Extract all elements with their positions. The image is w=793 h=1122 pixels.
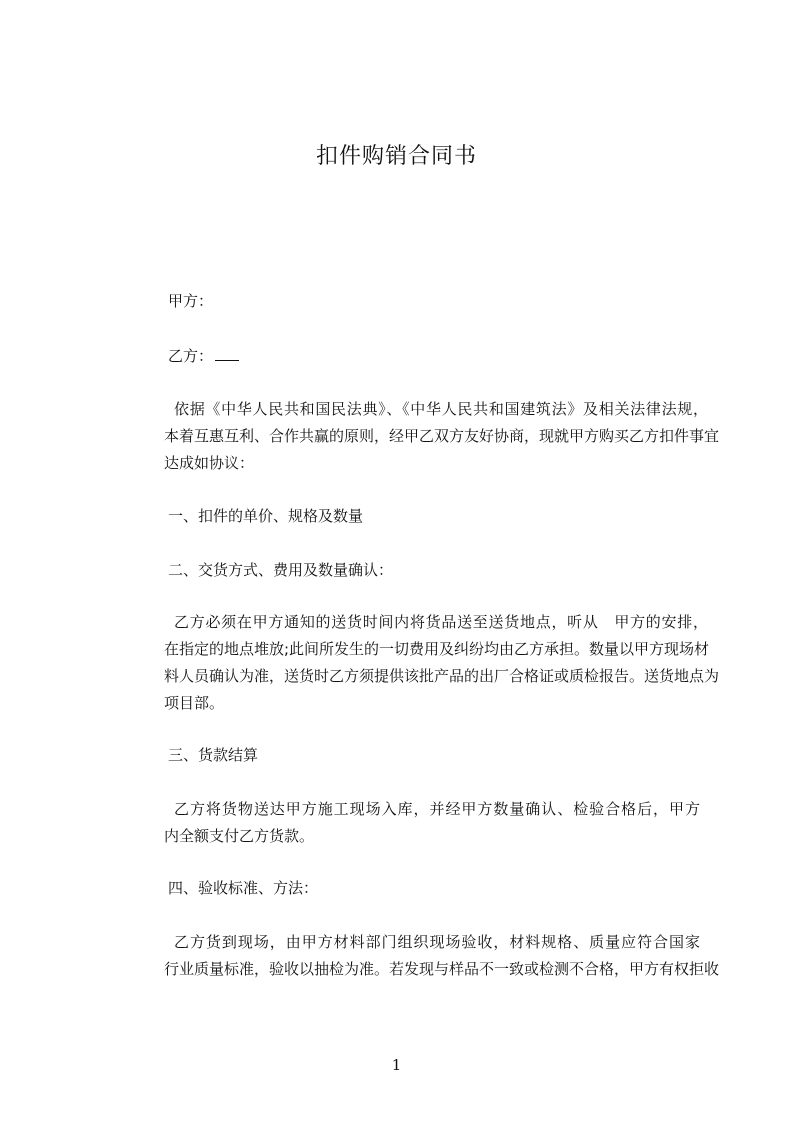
section3-heading: 三、货款结算 (168, 746, 259, 764)
party-b-line (168, 345, 239, 366)
section2-line-1: 乙方必须在甲方通知的送货时间内将货品送至送货地点，听从 甲方的安排， (174, 613, 708, 631)
section3-line-1: 乙方将货物送达甲方施工现场入库，并经甲方数量确认、检验合格后，甲方 (174, 800, 700, 818)
party-b-blank-underline (215, 345, 239, 361)
section2-line-2: 在指定的地点堆放;此间所发生的一切费用及纠纷均由乙方承担。数量以甲方现场材 (164, 640, 710, 658)
intro-line-2: 本着互惠互利、合作共赢的原则，经甲乙双方友好协商，现就甲方购买乙方扣件事宜 (164, 427, 720, 445)
party-a-label: 甲方： (168, 292, 214, 310)
intro-line-3: 达成如协议： (164, 454, 255, 472)
section1-heading: 一、扣件的单价、规格及数量 (168, 507, 364, 525)
party-a-line (168, 291, 213, 311)
section4-heading: 四、验收标准、方法： (168, 879, 319, 897)
section3-line-2: 内全额支付乙方货款。 (164, 827, 315, 845)
section2-line-4: 项目部。 (164, 694, 225, 712)
section4-line-2: 行业质量标准，验收以抽检为准。若发现与样品不一致或检测不合格，甲方有权拒收 (164, 960, 720, 978)
section2-heading: 二、交货方式、费用及数量确认： (168, 561, 394, 579)
party-b-label: 乙方： (168, 347, 214, 365)
page-number: 1 (391, 1056, 402, 1074)
intro-line-1: 依据《中华人民共和国民法典》、《中华人民共和国建筑法》及相关法律法规， (174, 400, 708, 418)
section2-line-3: 料人员确认为准，送货时乙方须提供该批产品的出厂合格证或质检报告。送货地点为 (164, 667, 720, 685)
document-title: 扣件购销合同书 (315, 144, 477, 169)
section4-line-1: 乙方货到现场，由甲方材料部门组织现场验收，材料规格、质量应符合国家 (174, 933, 700, 951)
